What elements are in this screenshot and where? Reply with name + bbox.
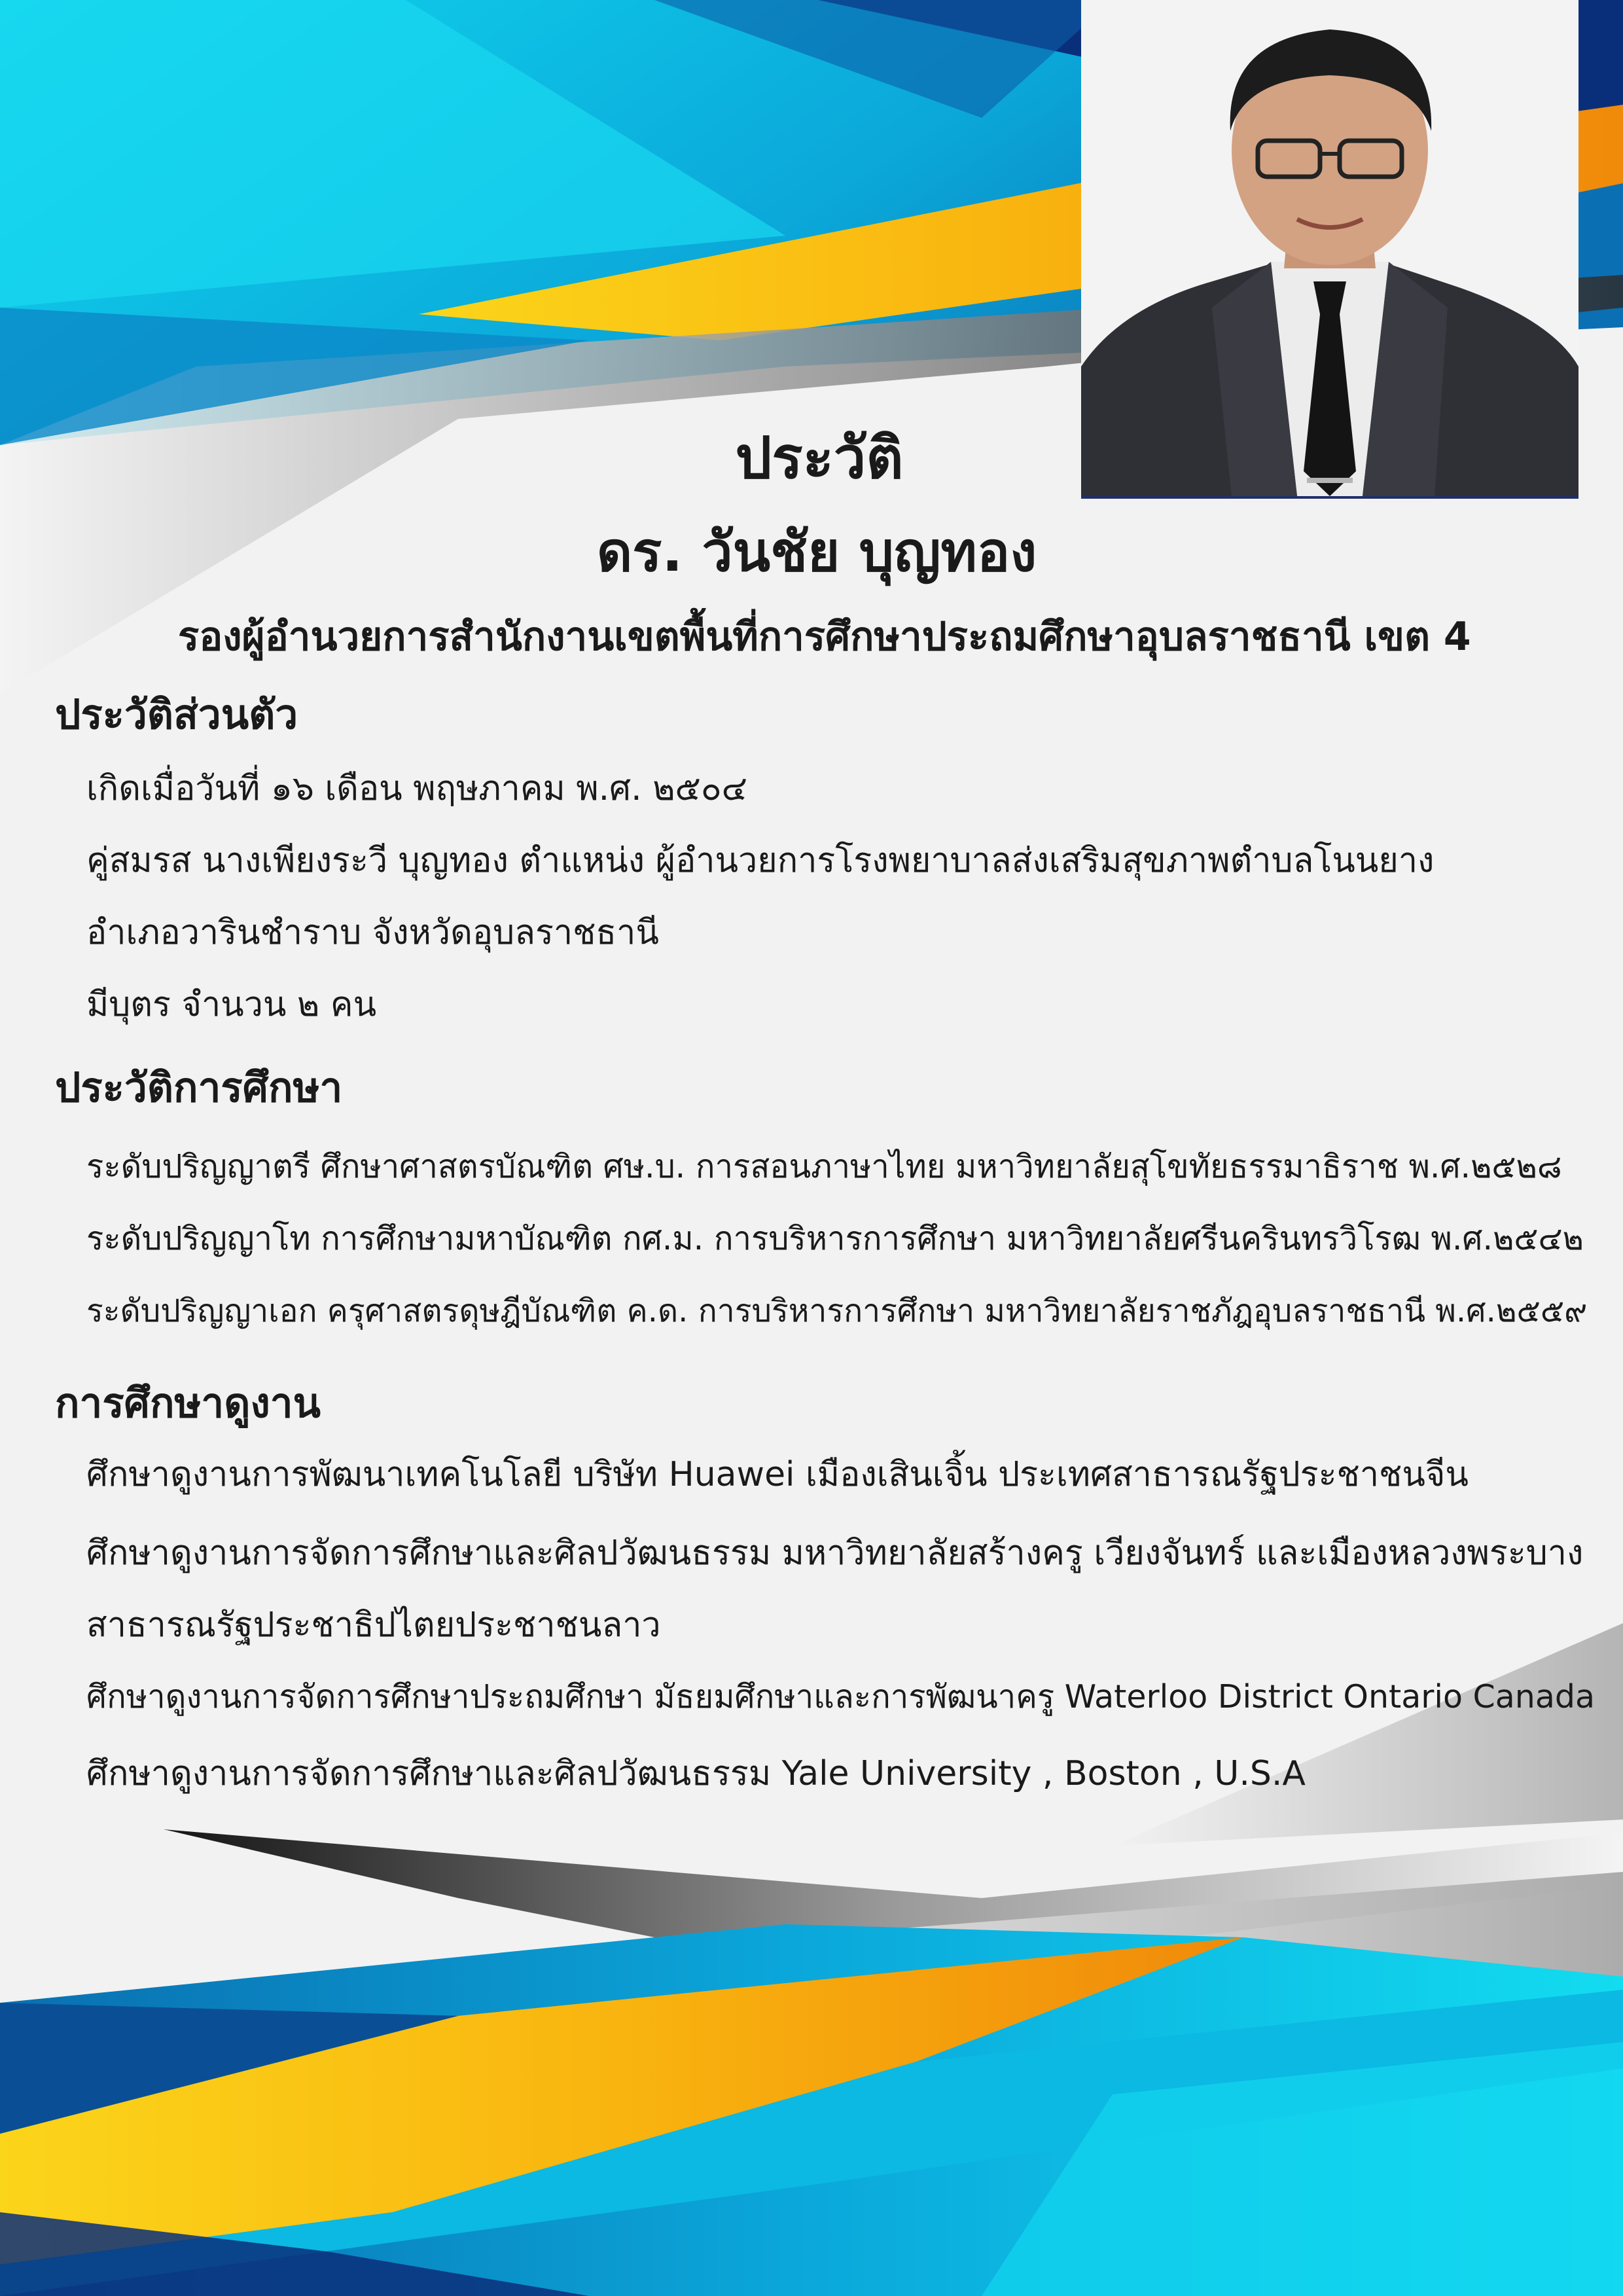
document: ประวัติ ดร. วันชัย บุญทอง รองผู้อำนวยการสำนักงานเขตพื้นที่การศึกษาประถมศึกษาอุบลราชธานี เขต 4 ประวัติส่วนตัว เกิดเมื่อวันที่ ๑๖ เดือน พฤษภาคม พ.ศ. ๒๕๐๔ คู่สมรส นางเพียงระวี บุญทอง ตำแหน่ง ผู้อำนวยการโรงพยาบาลส่งเสริมสุขภาพตำบลโนนยาง อำเภอวารินชำราบ จังหวัดอุบลราชธานี มีบุตร จำนวน ๒ คน ประวัติการศึกษา ระดับปริญญาตรี ศึกษาศาสตรบัณฑิต ศษ.บ. การสอนภาษาไทย มหาวิทยาลัยสุโขทัยธรรมาธิราช พ.ศ.๒๕๒๘ ระดับปริญญาโท การศึกษามหาบัณฑิต กศ.ม. การบริหารการศึกษา มหาวิทยาลัยศรีนครินทรวิโรฒ พ.ศ.๒๕๔๒ ระดับปริญญาเอก ครุศาสตรดุษฎีบัณฑิต ค.ด. การบริหารการศึกษา มหาวิทยาลัยราชภัฎอุบลราชธานี พ.ศ.๒๕๕๙ การศึกษาดูงาน ศึกษาดูงานการพัฒนาเทคโนโลยี บริษัท Huawei เมืองเสินเจิ้น ประเทศสาธารณรัฐประชาชนจีน ศึกษาดูงานการจัดการศึกษาและศิลปวัฒนธรรม มหาวิทยาลัยสร้างครู เวียงจันทร์ และเมืองหลวงพระบาง สาธารณรัฐประชาธิปไตยประชาชนลาว ศึกษาดูงานการจัดการศึกษาประถมศึกษา มัธยมศึกษาและการพัฒนาครู Waterloo District Ontario Canada ศึกษาดูงานการจัดการศึกษาและศิลปวัฒนธรรม Yale University , Boston , U.S.A xyxy=(0,0,1623,2296)
section-heading-personal: ประวัติส่วนตัว xyxy=(55,691,298,738)
study-visit-line: ศึกษาดูงานการจัดการศึกษาและศิลปวัฒนธรรม Yale University , Boston , U.S.A xyxy=(86,1754,1306,1793)
personal-line: คู่สมรส นางเพียงระวี บุญทอง ตำแหน่ง ผู้อำนวยการโรงพยาบาลส่งเสริมสุขภาพตำบลโนนยาง xyxy=(86,841,1435,880)
personal-line: เกิดเมื่อวันที่ ๑๖ เดือน พฤษภาคม พ.ศ. ๒๕๐๔ xyxy=(86,769,747,808)
personal-line: อำเภอวารินชำราบ จังหวัดอุบลราชธานี xyxy=(86,913,659,952)
position-title: รองผู้อำนวยการสำนักงานเขตพื้นที่การศึกษาประถมศึกษาอุบลราชธานี เขต 4 xyxy=(178,614,1471,660)
study-visit-line: ศึกษาดูงานการจัดการศึกษาและศิลปวัฒนธรรม มหาวิทยาลัยสร้างครู เวียงจันทร์ และเมืองหลวงพระบาง xyxy=(86,1534,1584,1573)
section-heading-education: ประวัติการศึกษา xyxy=(55,1064,343,1111)
study-visit-line: ศึกษาดูงานการจัดการศึกษาประถมศึกษา มัธยมศึกษาและการพัฒนาครู Waterloo District Ontario Canada xyxy=(86,1678,1596,1715)
section-heading-study-visits: การศึกษาดูงาน xyxy=(55,1379,321,1427)
education-line: ระดับปริญญาเอก ครุศาสตรดุษฎีบัณฑิต ค.ด. การบริหารการศึกษา มหาวิทยาลัยราชภัฎอุบลราชธานี พ.ศ.๒๕๕๙ xyxy=(86,1293,1588,1329)
portrait-photo xyxy=(1081,0,1578,499)
study-visit-line: สาธารณรัฐประชาธิปไตยประชาชนลาว xyxy=(86,1605,661,1645)
education-line: ระดับปริญญาตรี ศึกษาศาสตรบัณฑิต ศษ.บ. การสอนภาษาไทย มหาวิทยาลัยสุโขทัยธรรมาธิราช พ.ศ.๒๕๒๘ xyxy=(86,1148,1562,1185)
education-line: ระดับปริญญาโท การศึกษามหาบัณฑิต กศ.ม. การบริหารการศึกษา มหาวิทยาลัยศรีนครินทรวิโรฒ พ.ศ.๒๕๔๒ xyxy=(86,1220,1584,1257)
study-visit-line: ศึกษาดูงานการพัฒนาเทคโนโลยี บริษัท Huawei เมืองเสินเจิ้น ประเทศสาธารณรัฐประชาชนจีน xyxy=(86,1455,1469,1494)
personal-line: มีบุตร จำนวน ๒ คน xyxy=(86,985,377,1024)
